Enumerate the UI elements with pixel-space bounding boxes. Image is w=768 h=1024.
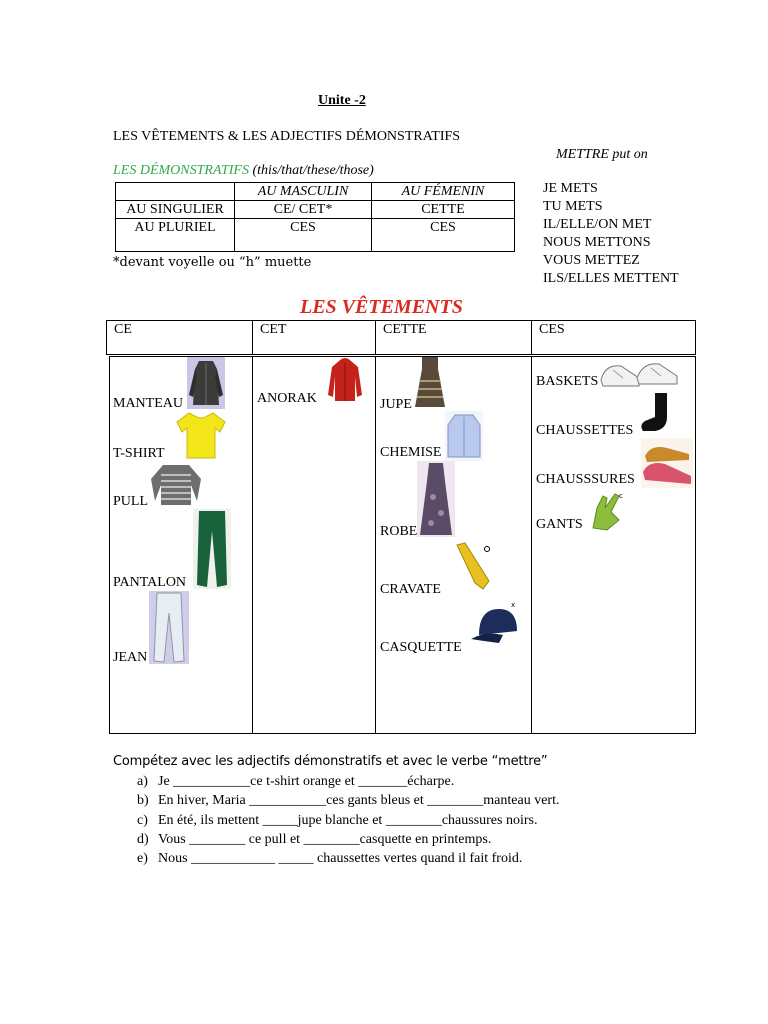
word-cravate: CRAVATE bbox=[380, 582, 441, 597]
exercise-item: d) Vous ________ ce pull et ________casquette en printemps. bbox=[137, 831, 492, 847]
word-robe: ROBE bbox=[380, 524, 418, 539]
exercise-text: En été, ils mettent _____jupe blanche et ________chaussures noirs. bbox=[158, 812, 538, 828]
sweater-icon bbox=[149, 461, 203, 507]
footnote: *devant voyelle ou “h” muette bbox=[113, 255, 312, 270]
mettre-conjugation bbox=[543, 180, 679, 288]
exercise-item: b) En hiver, Maria ___________ces gants bleus et ________manteau vert. bbox=[137, 793, 560, 809]
column-cet bbox=[252, 356, 376, 734]
sneakers-icon bbox=[599, 356, 679, 390]
table-cell: CES bbox=[372, 219, 515, 252]
exercise-text: Vous ________ ce pull et ________casquette en printemps. bbox=[158, 831, 492, 847]
svg-text:x: x bbox=[511, 601, 516, 609]
exercise-text: En hiver, Maria ___________ces gants bleus et ________manteau vert. bbox=[158, 793, 560, 809]
table-row bbox=[116, 201, 515, 219]
demonstratifs-gloss: (this/that/these/those) bbox=[252, 163, 374, 178]
column-header-ce: CE bbox=[106, 320, 253, 355]
mettre-title: METTRE put on bbox=[556, 147, 648, 162]
table-cell: CETTE bbox=[372, 201, 515, 219]
exercise-text: Nous ____________ _____ chaussettes vertes quand il fait froid. bbox=[158, 851, 523, 867]
word-anorak: ANORAK bbox=[257, 391, 317, 406]
word-manteau: MANTEAU bbox=[113, 396, 183, 411]
conjugation-line: IL/ELLE/ON MET bbox=[543, 217, 652, 232]
word-pantalon: PANTALON bbox=[113, 575, 187, 590]
anorak-icon bbox=[326, 355, 364, 403]
cap-icon bbox=[469, 599, 523, 649]
t-shirt-icon bbox=[175, 410, 227, 460]
table-cell: AU PLURIEL bbox=[116, 219, 235, 252]
coat-icon bbox=[187, 357, 225, 409]
word-t-shirt: T-SHIRT bbox=[113, 446, 165, 461]
exercise-list bbox=[113, 772, 559, 868]
table-row bbox=[116, 219, 515, 252]
shoes-icon bbox=[641, 438, 693, 488]
exercise-item: a) Je ___________ce t-shirt orange et _______écharpe. bbox=[137, 774, 455, 789]
table-header-cell: AU FÉMENIN bbox=[372, 183, 515, 201]
trousers-icon bbox=[193, 509, 231, 589]
conjugation-line: NOUS METTONS bbox=[543, 235, 651, 250]
word-pull: PULL bbox=[113, 494, 148, 509]
document-title: LES VÊTEMENTS & LES ADJECTIFS DÉMONSTRATIFS bbox=[113, 129, 461, 144]
column-header-ces: CES bbox=[531, 320, 696, 355]
skirt-icon bbox=[413, 355, 447, 410]
word-gants: GANTS bbox=[536, 517, 583, 532]
exercise-text: Je ___________ce t-shirt orange et _______écharpe. bbox=[158, 774, 455, 789]
exercise-item: e) Nous ____________ _____ chaussettes vertes quand il fait froid. bbox=[137, 851, 523, 867]
vetements-title: LES VÊTEMENTS bbox=[300, 296, 463, 318]
gloves-icon bbox=[589, 490, 627, 532]
word-baskets: BASKETS bbox=[536, 374, 599, 389]
word-casquette: CASQUETTE bbox=[380, 640, 462, 655]
tie-icon bbox=[453, 541, 493, 591]
exercise-instructions: Compétez avec les adjectifs démonstratifs et avec le verbe “mettre” bbox=[113, 754, 548, 769]
table-cell: AU SINGULIER bbox=[116, 201, 235, 219]
unit-title: Unite -2 bbox=[318, 93, 366, 108]
dress-icon bbox=[417, 461, 455, 537]
shirt-icon bbox=[445, 411, 483, 461]
table-header-row bbox=[116, 183, 515, 201]
word-chemise: CHEMISE bbox=[380, 445, 442, 460]
table-cell: CES bbox=[235, 219, 372, 252]
conjugation-line: TU METS bbox=[543, 199, 603, 214]
table-cell bbox=[116, 183, 235, 201]
demonstratifs-table bbox=[115, 182, 515, 252]
column-header-cet: CET bbox=[252, 320, 376, 355]
column-header-cette: CETTE bbox=[375, 320, 532, 355]
word-chaussettes: CHAUSSETTES bbox=[536, 423, 634, 438]
demonstratifs-heading bbox=[113, 163, 374, 179]
sock-icon bbox=[637, 391, 675, 435]
word-jean: JEAN bbox=[113, 650, 148, 665]
table-cell: CE/ CET* bbox=[235, 201, 372, 219]
conjugation-line: JE METS bbox=[543, 181, 598, 196]
conjugation-line: VOUS METTEZ bbox=[543, 253, 640, 268]
table-header-cell: AU MASCULIN bbox=[235, 183, 372, 201]
demonstratifs-label: LES DÉMONSTRATIFS bbox=[113, 163, 249, 178]
jeans-icon bbox=[149, 591, 189, 664]
word-chausssures: CHAUSSSURES bbox=[536, 472, 635, 487]
word-jupe: JUPE bbox=[380, 397, 412, 412]
conjugation-line: ILS/ELLES METTENT bbox=[543, 271, 679, 286]
svg-text:c: c bbox=[619, 492, 623, 500]
exercise-item: c) En été, ils mettent _____jupe blanche et ________chaussures noirs. bbox=[137, 812, 538, 828]
